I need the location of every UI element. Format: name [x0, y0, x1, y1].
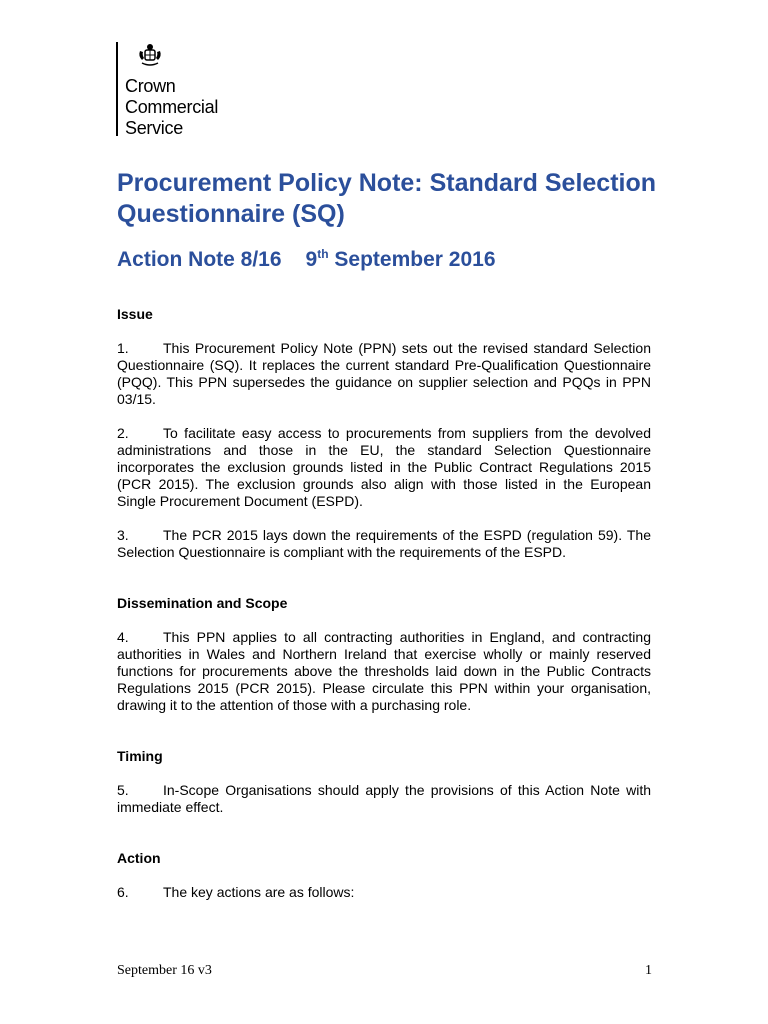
action-note-subtitle — [117, 246, 496, 274]
paragraph-4 — [117, 629, 651, 714]
paragraph-number: 4. — [117, 629, 129, 645]
logo-line-commercial: Commercial — [125, 97, 219, 117]
paragraph-3 — [117, 527, 651, 561]
paragraph-number: 6. — [117, 884, 129, 900]
paragraph-5 — [117, 782, 651, 816]
section-heading-issue: Issue — [117, 306, 153, 322]
document-body — [117, 306, 651, 901]
footer-version: September 16 v3 — [117, 963, 212, 978]
section-heading-dissemination-scope: Dissemination and Scope — [117, 595, 288, 611]
paragraph-text: This Procurement Policy Note (PPN) sets out the revised standard Selection Questionnaire (SQ). It replaces the current standard Pre-Qualification Questionnaire (PQQ). This PPN supersedes the guidance on supplier selection and PQQs in PPN 03/15. — [117, 340, 651, 407]
logo-text — [125, 76, 218, 139]
paragraph-text: In-Scope Organisations should apply the provisions of this Action Note with immediate effect. — [117, 782, 651, 815]
paragraph-number: 5. — [117, 782, 129, 798]
logo-divider — [116, 42, 118, 136]
date-day-suffix: th — [317, 247, 329, 261]
paragraph-number: 1. — [117, 340, 129, 356]
logo-line-crown: Crown — [125, 76, 176, 96]
section-heading-timing: Timing — [117, 748, 163, 764]
paragraph-2 — [117, 425, 651, 510]
paragraph-text: The PCR 2015 lays down the requirements of the ESPD (regulation 59). The Selection Questionnaire is compliant with the requirements of the ESPD. — [117, 527, 651, 560]
footer-page-number: 1 — [645, 963, 652, 978]
paragraph-text: To facilitate easy access to procurements from suppliers from the devolved administrations and those in the EU, the standard Selection Questionnaire incorporates the exclusion grounds listed in the Public Contract Regulations 2015 (PCR 2015). The exclusion grounds also align with those listed in the European Single Procurement Document (ESPD). — [117, 425, 651, 509]
paragraph-number: 3. — [117, 527, 129, 543]
paragraph-6 — [117, 884, 651, 901]
date-month-year: September 2016 — [334, 248, 496, 271]
paragraph-text: This PPN applies to all contracting authorities in England, and contracting authorities in Wales and Northern Ireland that exercise wholly or mainly reserved functions for procurements above the thresholds laid down in the Public Contracts Regulations 2015 (PCR 2015). Please circulate this PPN within your organisation, drawing it to the attention of those with a purchasing role. — [117, 629, 651, 713]
paragraph-number: 2. — [117, 425, 129, 441]
royal-coat-of-arms-icon — [137, 42, 163, 68]
section-heading-action: Action — [117, 850, 161, 866]
action-note-number: Action Note 8/16 — [117, 248, 282, 271]
date-day: 9 — [305, 248, 318, 271]
document-title: Procurement Policy Note: Standard Selection Questionnaire (SQ) — [117, 169, 657, 228]
paragraph-text: The key actions are as follows: — [163, 884, 355, 900]
paragraph-1 — [117, 340, 651, 408]
logo-line-service: Service — [125, 118, 183, 138]
